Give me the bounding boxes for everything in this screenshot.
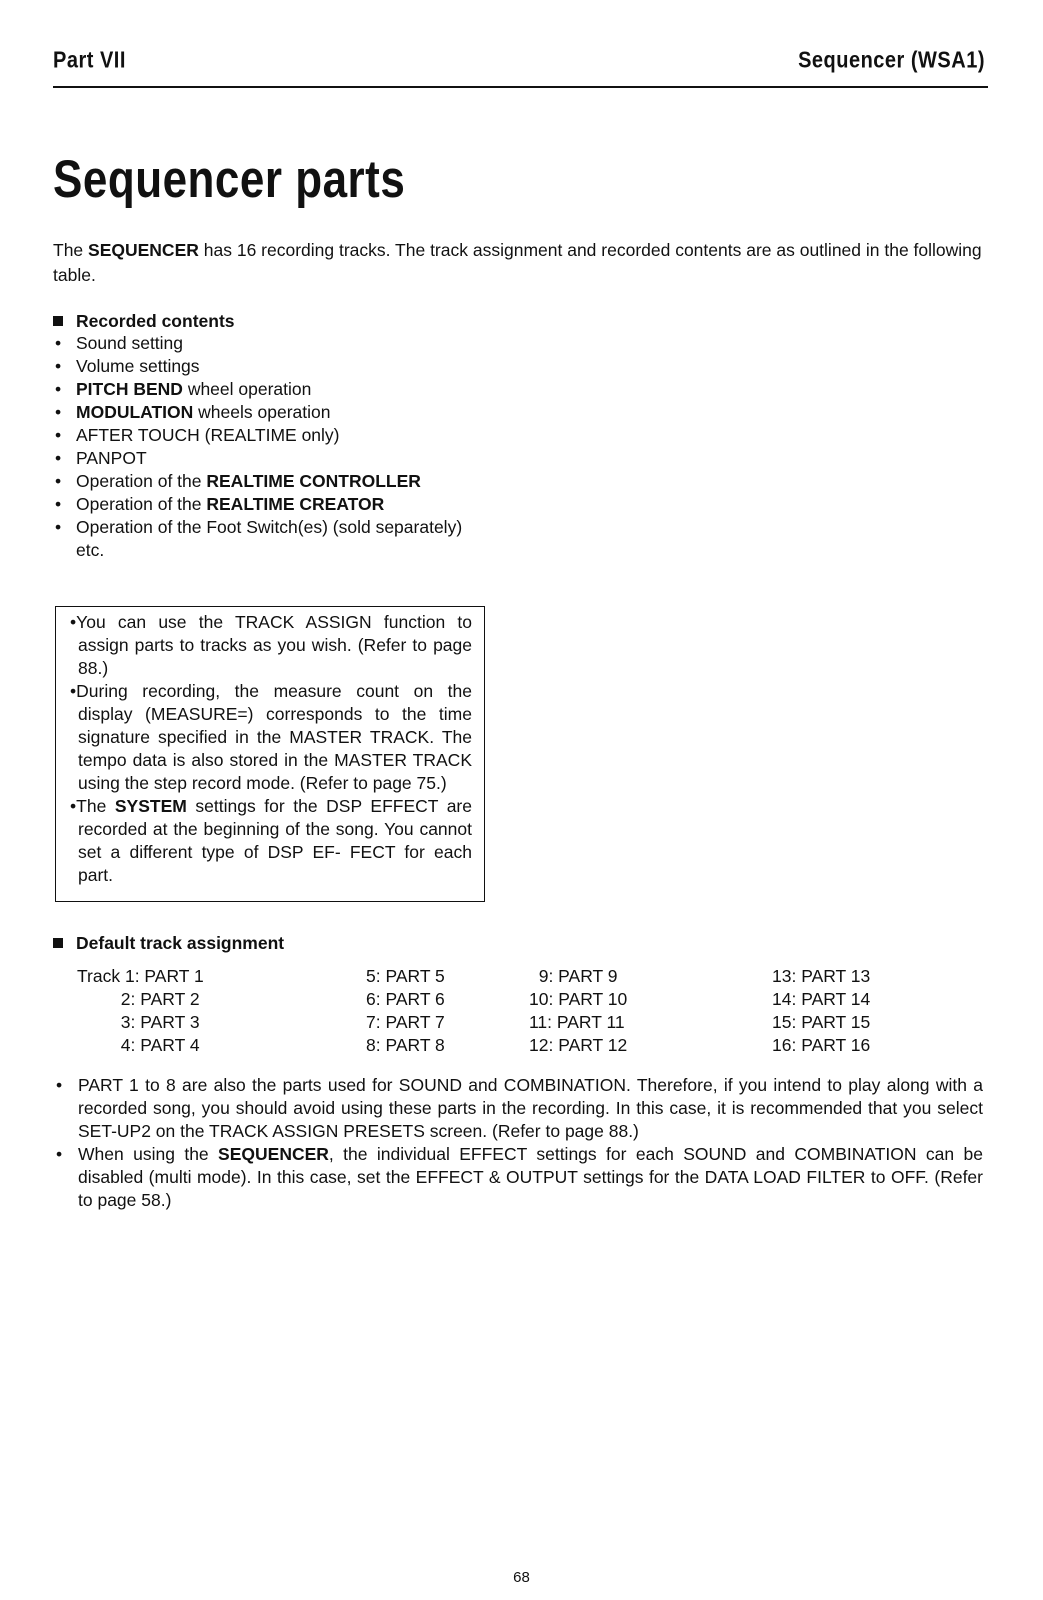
track-column-3: 9: PART 9 10: PART 10 11: PART 11 12: PART 12 <box>529 966 628 1055</box>
list-item <box>53 355 485 378</box>
track-column-1: Track 1: PART 1 2: PART 2 3: PART 3 4: PART 4 <box>77 966 204 1055</box>
note-pre: You can use the TRACK ASSIGN function to assign parts to tracks as you wish. (Refer to page 88.) <box>76 612 472 678</box>
track-column-2: 5: PART 5 6: PART 6 7: PART 7 8: PART 8 <box>366 966 445 1055</box>
item-bold: PITCH BEND <box>76 379 183 399</box>
notes-list <box>53 1074 983 1212</box>
bullet-icon: • <box>55 379 62 399</box>
track-assignment-heading-text: Default track assignment <box>76 933 285 953</box>
item-pre: PANPOT <box>76 448 147 468</box>
note-item: •During recording, the measure count on the display (MEASURE=) corresponds to the time signature specified in the MASTER TRACK. The tempo data is also stored in the MASTER TRACK using the step record mode. (Refer to page 75.) <box>70 681 472 793</box>
header-rule <box>53 86 988 88</box>
bullet-icon: • <box>55 517 62 537</box>
item-bold: REALTIME CONTROLLER <box>206 471 421 491</box>
bullet-icon: • <box>55 471 62 491</box>
bullet-icon: • <box>55 333 62 353</box>
note-item: •You can use the TRACK ASSIGN function to assign parts to tracks as you wish. (Refer to page 88.) <box>70 612 472 678</box>
item-bold: MODULATION <box>76 402 194 422</box>
page-title: Sequencer parts <box>53 150 406 209</box>
item-pre: Operation of the <box>76 494 207 514</box>
note-pre: The <box>76 796 115 816</box>
note-item: •The SYSTEM settings for the DSP EFFECT are recorded at the beginning of the song. You cannot set a different type of DSP EF- FECT for each part. <box>70 796 472 885</box>
bullet-icon: • <box>55 448 62 468</box>
header-part: Part VII <box>53 48 126 74</box>
etc-text: etc. <box>76 540 105 560</box>
bullet-icon: • <box>55 494 62 514</box>
item-pre: Sound setting <box>76 333 184 353</box>
list-item <box>53 378 485 401</box>
list-item <box>53 424 485 447</box>
page-number: 68 <box>513 1569 530 1586</box>
recorded-contents-heading <box>53 310 235 333</box>
item-pre: Operation of the <box>76 471 207 491</box>
list-item <box>53 516 485 539</box>
item-post: wheel operation <box>182 379 312 399</box>
bullet-icon: • <box>55 425 62 445</box>
track-assignment-heading <box>53 932 284 955</box>
square-bullet-icon <box>53 316 63 326</box>
note-bold: SYSTEM <box>114 796 187 816</box>
note-pre: During recording, the measure count on the display (MEASURE=) corresponds to the time signature specified in the MASTER TRACK. The tempo data is also stored in the MASTER TRACK using the step record mode. (Refer to page 75.) <box>76 681 472 793</box>
list-item <box>53 447 485 470</box>
track-column-4: 13: PART 13 14: PART 14 15: PART 15 16: PART 16 <box>772 966 871 1055</box>
note-pre: When using the <box>78 1144 219 1164</box>
note-post: settings for the DSP EFFECT are recorded at the beginning of the song. You cannot set a different type of DSP EF- FECT for each part. <box>78 796 472 885</box>
recorded-contents-list <box>53 332 485 562</box>
list-item <box>53 401 485 424</box>
list-item <box>53 1143 983 1212</box>
note-post: , the individual EFFECT settings for each SOUND and COMBINATION can be disabled (multi mode). In this case, set the EFFECT & OUTPUT settings for the DATA LOAD FILTER to OFF. (Refer to page 58.) <box>78 1144 983 1210</box>
list-item <box>53 1074 983 1143</box>
bullet-icon: • <box>56 1075 63 1095</box>
item-post: wheels operation <box>193 402 331 422</box>
bullet-icon: • <box>56 1144 63 1164</box>
note-box <box>55 606 485 902</box>
list-item <box>53 332 485 355</box>
bullet-icon: • <box>55 402 62 422</box>
intro-paragraph <box>53 238 993 288</box>
item-pre: Volume settings <box>76 356 200 376</box>
square-bullet-icon <box>53 938 63 948</box>
item-bold: REALTIME CREATOR <box>206 494 385 514</box>
note-pre: PART 1 to 8 are also the parts used for SOUND and COMBINATION. Therefore, if you intend to play along with a recorded song, you should avoid using these parts in the recording. In this case, it is recommended that you select SET-UP2 on the TRACK ASSIGN PRESETS screen. (Refer to page 88.) <box>78 1075 983 1141</box>
note-bold: SEQUENCER <box>218 1144 329 1164</box>
item-pre: AFTER TOUCH (REALTIME only) <box>76 425 340 445</box>
list-item <box>53 470 485 493</box>
intro-post: has 16 recording tracks. The track assignment and recorded contents are as outlined in the following table. <box>53 240 982 285</box>
list-item-etc <box>53 539 485 562</box>
intro-bold: SEQUENCER <box>88 240 199 260</box>
bullet-icon: • <box>55 356 62 376</box>
list-item <box>53 493 485 516</box>
intro-pre: The <box>53 240 89 260</box>
item-pre: Operation of the Foot Switch(es) (sold separately) <box>76 517 463 537</box>
header-section: Sequencer (WSA1) <box>798 48 985 74</box>
recorded-contents-heading-text: Recorded contents <box>76 311 235 331</box>
